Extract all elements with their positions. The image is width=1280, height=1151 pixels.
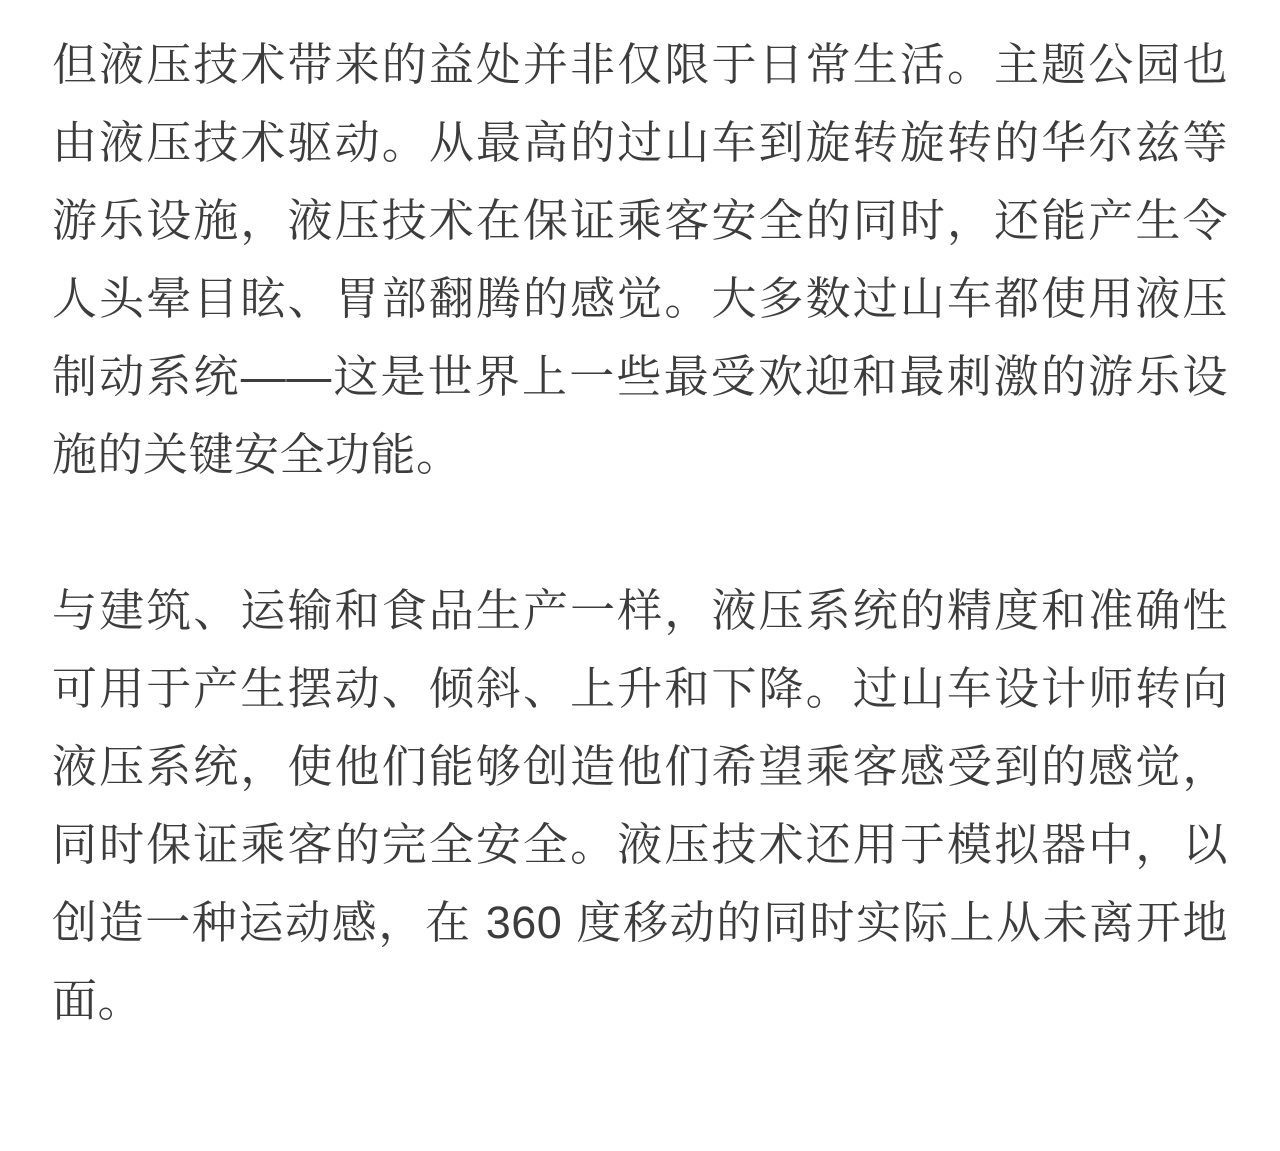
paragraph-2: 与建筑、运输和食品生产一样，液压系统的精度和准确性可用于产生摆动、倾斜、上升和下降。过山车设计师转向液压系统，使他们能够创造他们希望乘客感受到的感觉，同时保证乘客的完全安全。液压技术还用于模拟器中，以创造一种运动感，在 360 度移动的同时实际上从未离开地面。	[52, 585, 1228, 1026]
paragraph-1: 但液压技术带来的益处并非仅限于日常生活。主题公园也由液压技术驱动。从最高的过山车到旋转旋转的华尔兹等游乐设施，液压技术在保证乘客安全的同时，还能产生令人头晕目眩、胃部翻腾的感觉。大多数过山车都使用液压制动系统——这是世界上一些最受欢迎和最刺激的游乐设施的关键安全功能。	[52, 39, 1228, 480]
article-body	[52, 26, 1228, 1040]
